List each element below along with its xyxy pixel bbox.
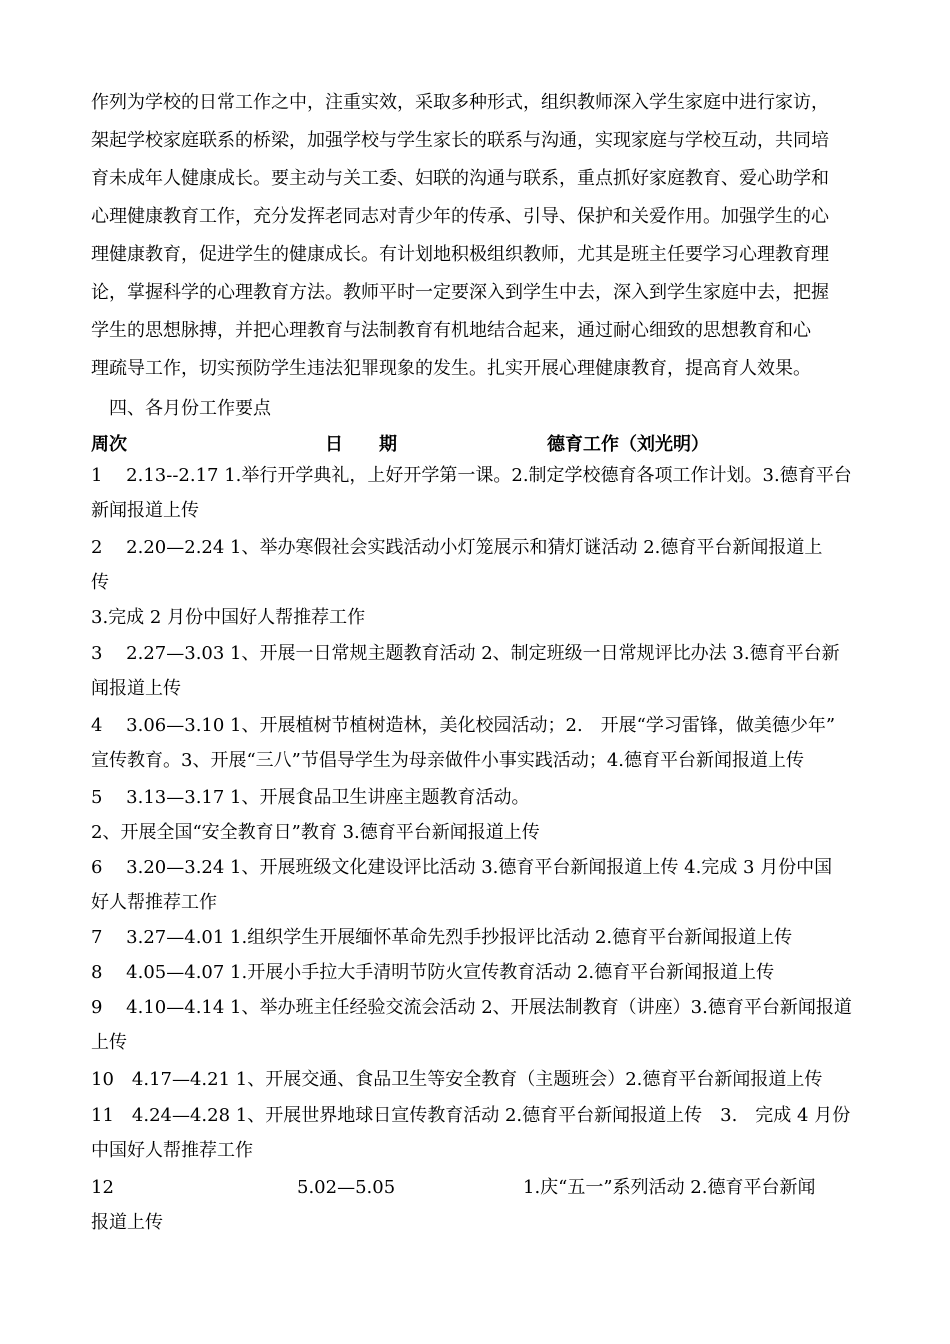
schedule-row: 3 2.27—3.03 1、开展一日常规主题教育活动 2、制定班级一日常规评比办法 3.德育平台新 闻报道上传: [91, 643, 840, 699]
intro-line: 心理健康教育工作，充分发挥老同志对青少年的传承、引导、保护和关爱作用。加强学生的心: [91, 206, 829, 227]
intro-line: 学生的思想脉搏，并把心理教育与法制教育有机地结合起来，通过耐心细致的思想教育和心: [91, 320, 811, 341]
schedule-row: 1 2.13--2.17 1.举行开学典礼，上好开学第一课。2.制定学校德育各项工作计划。3.德育平台 新闻报道上传: [91, 465, 852, 521]
header-week: 周次: [91, 434, 127, 455]
intro-line: 论，掌握科学的心理教育方法。教师平时一定要深入到学生中去，深入到学生家庭中去，把握: [91, 282, 829, 303]
schedule-row: 5 3.13—3.17 1、开展食品卫生讲座主题教育活动。 2、开展全国“安全教育日”教育 3.德育平台新闻报道上传: [91, 787, 540, 843]
section-heading: 四、各月份工作要点: [109, 398, 271, 419]
row-work: 1.庆“五一”系列活动 2.德育平台新闻: [523, 1177, 816, 1198]
row-date: 5.02—5.05: [297, 1177, 396, 1198]
intro-paragraph: [91, 84, 871, 388]
schedule-row: 8 4.05—4.07 1.开展小手拉大手清明节防火宣传教育活动 2.德育平台新闻报道上传: [91, 962, 775, 983]
schedule-row: 2 2.20—2.24 1、举办寒假社会实践活动小灯笼展示和猜灯谜活动 2.德育平台新闻报道上 传 3.完成 2 月份中国好人帮推荐工作: [91, 537, 823, 628]
schedule-row-continuation: 报道上传: [91, 1212, 163, 1233]
header-work: 德育工作（刘光明）: [547, 434, 709, 455]
intro-line: 理疏导工作，切实预防学生违法犯罪现象的发生。扎实开展心理健康教育，提高育人效果。: [91, 358, 811, 379]
schedule-row: 4 3.06—3.10 1、开展植树节植树造林，美化校园活动；2. 开展“学习雷锋，做美德少年” 宣传教育。3、开展“三八”节倡导学生为母亲做件小事实践活动；4.德育平台新闻报道上传: [91, 715, 836, 771]
intro-line: 育未成年人健康成长。要主动与关工委、妇联的沟通与联系，重点抓好家庭教育、爱心助学和: [91, 168, 829, 189]
intro-line: 架起学校家庭联系的桥梁，加强学校与学生家长的联系与沟通，实现家庭与学校互动，共同培: [91, 130, 829, 151]
schedule-row: 7 3.27—4.01 1.组织学生开展缅怀革命先烈手抄报评比活动 2.德育平台新闻报道上传: [91, 927, 793, 948]
intro-line: 理健康教育，促进学生的健康成长。有计划地积极组织教师，尤其是班主任要学习心理教育理: [91, 244, 829, 265]
row-week: 12: [91, 1177, 114, 1198]
intro-line: 作列为学校的日常工作之中，注重实效，采取多种形式，组织教师深入学生家庭中进行家访，: [91, 92, 829, 113]
schedule-row: 10 4.17—4.21 1、开展交通、食品卫生等安全教育（主题班会）2.德育平台新闻报道上传: [91, 1069, 823, 1090]
schedule-row: 9 4.10—4.14 1、举办班主任经验交流会活动 2、开展法制教育（讲座）3.德育平台新闻报道 上传: [91, 997, 852, 1053]
header-date: 日 期: [325, 434, 397, 455]
schedule-row: 11 4.24—4.28 1、开展世界地球日宣传教育活动 2.德育平台新闻报道上传 3. 完成 4 月份 中国好人帮推荐工作: [91, 1105, 851, 1161]
schedule-row: [91, 1170, 871, 1205]
table-header: [91, 428, 871, 462]
schedule-row: 6 3.20—3.24 1、开展班级文化建设评比活动 3.德育平台新闻报道上传 4.完成 3 月份中国 好人帮推荐工作: [91, 857, 833, 913]
